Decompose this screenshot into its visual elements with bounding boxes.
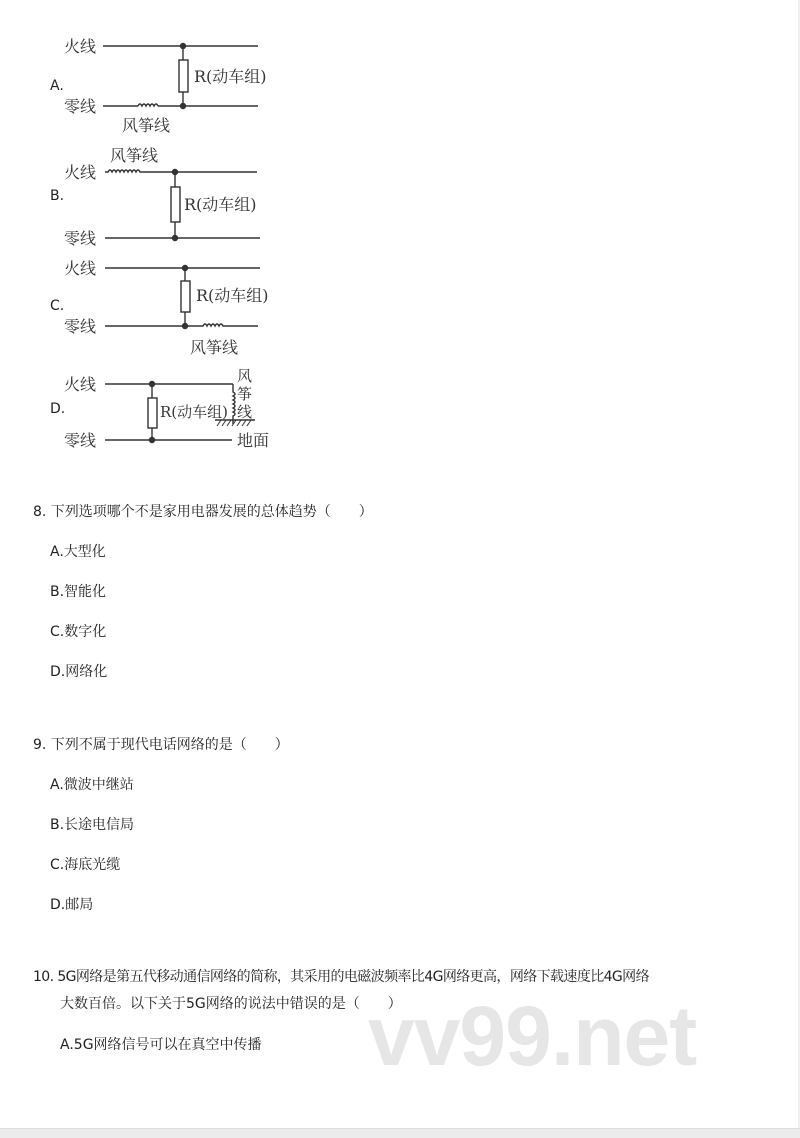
live-wire-label: 火线 xyxy=(64,259,97,278)
resistor-label: R(动车组) xyxy=(196,286,269,305)
kite-line-label: 风筝线 xyxy=(190,338,239,357)
kite-char: 线 xyxy=(237,403,253,421)
option-label-d: D. xyxy=(50,401,66,417)
option-d: D.邮局 xyxy=(50,897,94,913)
resistor-label: R(动车组) xyxy=(160,403,228,421)
option-c: C.海底光缆 xyxy=(50,857,121,873)
option-label-b: B. xyxy=(50,188,65,204)
option-label-a: A. xyxy=(50,78,64,94)
option-label-c: C. xyxy=(50,298,65,314)
kite-line-label: 风筝线 xyxy=(110,146,159,165)
diagram-option-c xyxy=(50,259,269,357)
watermark: vv99.net xyxy=(368,989,697,1083)
diagram-option-b xyxy=(50,146,260,248)
question-stem-line-1: 10. 5G网络是第五代移动通信网络的简称，其采用的电磁波频率比4G网络更高，网络下载速度比4G网络 xyxy=(33,969,649,985)
live-wire-label: 火线 xyxy=(64,375,97,394)
option-a: A.大型化 xyxy=(50,544,106,560)
ground-label: 地面 xyxy=(237,431,270,450)
option-a: A.5G网络信号可以在真空中传播 xyxy=(60,1037,262,1053)
option-c: C.数字化 xyxy=(50,624,107,640)
neutral-wire-label: 零线 xyxy=(64,317,97,336)
resistor-label: R(动车组) xyxy=(194,67,267,86)
diagram-option-d xyxy=(50,367,269,450)
option-d: D.网络化 xyxy=(50,664,108,680)
live-wire-label: 火线 xyxy=(64,37,97,56)
diagram-option-a xyxy=(50,37,267,135)
live-wire-label: 火线 xyxy=(64,163,97,182)
kite-char: 筝 xyxy=(237,385,253,403)
option-b: B.长途电信局 xyxy=(50,817,135,833)
kite-char: 风 xyxy=(237,367,253,385)
question-stem: 9. 下列不属于现代电话网络的是（ ） xyxy=(33,737,289,753)
option-b: B.智能化 xyxy=(50,584,107,600)
neutral-wire-label: 零线 xyxy=(64,97,97,116)
option-a: A.微波中继站 xyxy=(50,777,134,793)
question-stem-line-2: 大数百倍。以下关于5G网络的说法中错误的是（ ） xyxy=(60,996,402,1012)
neutral-wire-label: 零线 xyxy=(64,229,97,248)
neutral-wire-label: 零线 xyxy=(64,431,97,450)
circuit-diagrams xyxy=(0,0,300,470)
resistor-label: R(动车组) xyxy=(184,195,257,214)
kite-line-label: 风筝线 xyxy=(122,116,171,135)
question-stem: 8. 下列选项哪个不是家用电器发展的总体趋势（ ） xyxy=(33,504,373,520)
